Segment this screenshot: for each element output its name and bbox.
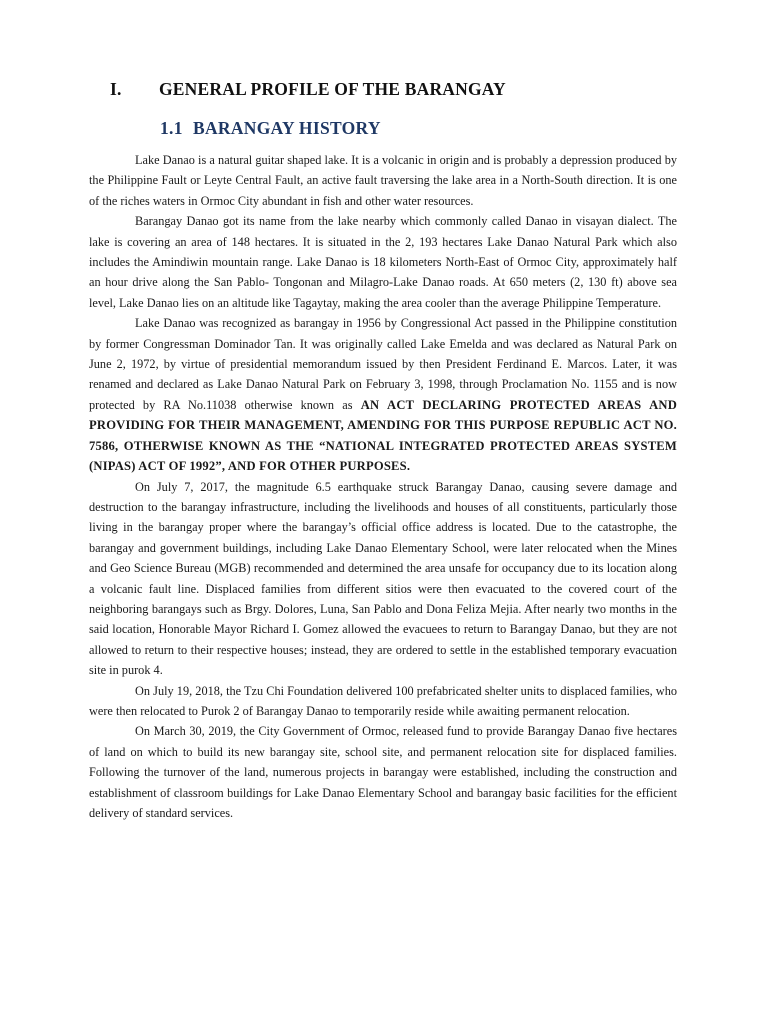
- paragraph-earthquake: On July 7, 2017, the magnitude 6.5 earthquake struck Barangay Danao, causing severe damage and destruction to the barangay infrastructure, including the livelihoods and houses of all constituents, particularly those living in the barangay proper where the barangay’s official office address is located. Due to the catastrophe, the barangay and government buildings, including Lake Danao Elementary School, were later relocated when the Mines and Geo Science Bureau (MGB) recommended and determined the area unsafe for occupancy due to its location along a volcanic fault line. Displaced families from different sitios were then evacuated to the covered court of the neighboring barangays such as Brgy. Dolores, Luna, San Pablo and Dona Feliza Mejia. After nearly two months in the said location, Honorable Mayor Richard I. Gomez allowed the evacuees to return to Barangay Danao, but they are not allowed to return to their respective houses; instead, they are ordered to settle in the established temporary evacuation site in purok 4.: [89, 479, 677, 678]
- subsection-title: BARANGAY HISTORY: [193, 118, 381, 138]
- act-title: AN ACT DECLARING PROTECTED AREAS AND PROVIDING FOR THEIR MANAGEMENT, AMENDING FOR THIS PURPOSE REPUBLIC ACT NO. 7586, OTHERWISE KNOWN AS THE “NATIONAL INTEGRATED PROTECTED AREAS SYSTEM (NIPAS) ACT OF 1992”, AND FOR OTHER PURPOSES.: [89, 397, 677, 474]
- section-title: GENERAL PROFILE OF THE BARANGAY: [159, 79, 506, 99]
- paragraph-relocation-site: On March 30, 2019, the City Government of Ormoc, released fund to provide Barangay Danao five hectares of land on which to build its new barangay site, school site, and permanent relocation site for displaced families. Following the turnover of the land, numerous projects in barangay were established, including the construction and establishment of classroom buildings for Lake Danao Elementary School and barangay basic facilities for the efficient delivery of standard services.: [89, 724, 677, 820]
- paragraph-tzu-chi: On July 19, 2018, the Tzu Chi Foundation delivered 100 prefabricated shelter units to displaced families, who were then relocated to Purok 2 of Barangay Danao to temporarily reside while awaiting permanent relocation.: [89, 683, 677, 718]
- paragraph-lake-origin: Lake Danao is a natural guitar shaped lake. It is a volcanic in origin and is probably a depression produced by the Philippine Fault or Leyte Central Fault, an active fault traversing the lake area in a North-South direction. It is one of the riches waters in Ormoc City abundant in fish and other water resources.: [89, 153, 677, 208]
- subsection-number: 1.1: [160, 118, 183, 138]
- subsection-heading: [160, 118, 381, 139]
- section-number: I.: [110, 79, 122, 99]
- paragraph-name-origin: Barangay Danao got its name from the lake nearby which commonly called Danao in visayan dialect. The lake is covering an area of 148 hectares. It is situated in the 2, 193 hectares Lake Danao Natural Park which also includes the Amindiwin mountain range. Lake Danao is 18 kilometers North-East of Ormoc City, approximately half an hour drive along the San Pablo- Tongonan and Milagro-Lake Danao roads. At 650 meters (2, 130 ft) above sea level, Lake Danao lies on an altitude like Tagaytay, making the area cooler than the average Philippine Temperature.: [89, 214, 677, 310]
- section-heading: [110, 79, 506, 100]
- paragraph-recognition: [89, 313, 677, 476]
- history-body: [89, 150, 677, 823]
- paragraph-recognition-text: Lake Danao was recognized as barangay in 1956 by Congressional Act passed in the Philippine constitution by former Congressman Dominador Tan. It was originally called Lake Emelda and was declared as Natural Park on June 2, 1972, by virtue of presidential memorandum issued by then President Ferdinand E. Marcos. Later, it was renamed and declared as Lake Danao Natural Park on February 3, 1998, through Proclamation No. 1155 and is now protected by RA No.11038 otherwise known as: [89, 316, 677, 412]
